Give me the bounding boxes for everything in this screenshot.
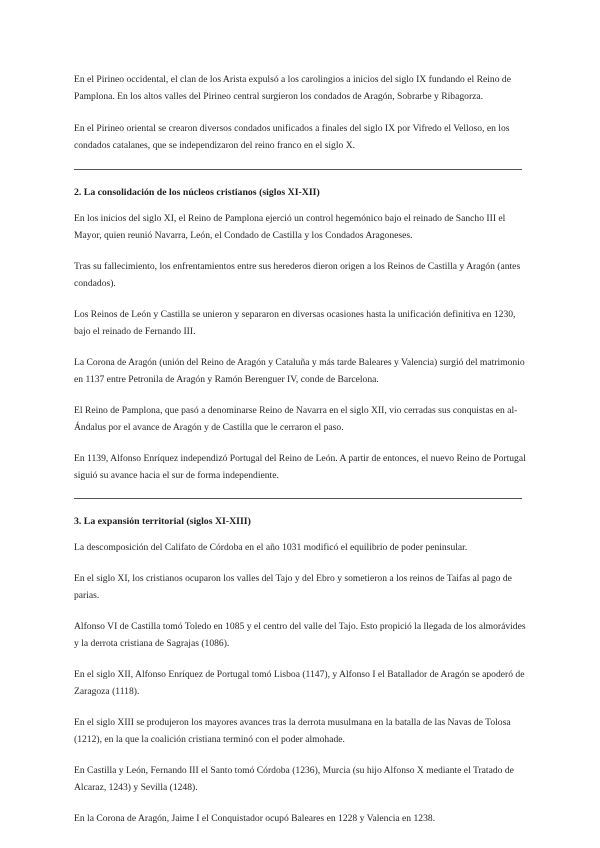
body-paragraph: Tras su fallecimiento, los enfrentamientos entre sus herederos dieron origen a los Reinos de Castilla y Aragón (antes condados).	[74, 261, 521, 289]
body-paragraph: En la Corona de Aragón, Jaime I el Conquistador ocupó Baleares en 1228 y Valencia en 1238.	[74, 813, 436, 824]
section-expansion	[74, 513, 530, 827]
section-heading: 3. La expansión territorial (siglos XI-XIII)	[74, 516, 251, 527]
body-paragraph: En el siglo XIII se produjeron los mayores avances tras la derrota musulmana en la batalla de las Navas de Tolosa (1212), en la que la coalición cristiana terminó con el poder almohade.	[74, 717, 511, 745]
body-paragraph: En el siglo XI, los cristianos ocuparon los valles del Tajo y del Ebro y sometieron a los reinos de Taifas al pago de parias.	[74, 573, 512, 601]
section-divider	[74, 169, 522, 170]
body-paragraph: Alfonso VI de Castilla tomó Toledo en 1085 y el centro del valle del Tajo. Esto propició la llegada de los almorávides y la derrota cristiana de Sagrajas (1086).	[74, 621, 526, 649]
body-paragraph: El Reino de Pamplona, que pasó a denominarse Reino de Navarra en el siglo XII, vio cerradas sus conquistas en al-Ándalus por el avance de Aragón y de Castilla que le cerraron el paso.	[74, 405, 518, 433]
body-paragraph: La Corona de Aragón (unión del Reino de Aragón y Cataluña y más tarde Baleares y Valencia) surgió del matrimonio en 1137 entre Petronila de Aragón y Ramón Berenguer IV, conde de Barcelona.	[74, 357, 525, 385]
body-paragraph: En 1139, Alfonso Enríquez independizó Portugal del Reino de León. A partir de entonces, el nuevo Reino de Portugal siguió su avance hacia el sur de forma independiente.	[74, 453, 526, 481]
section-divider	[74, 498, 522, 499]
body-paragraph: En el siglo XII, Alfonso Enríquez de Portugal tomó Lisboa (1147), y Alfonso I el Batallador de Aragón se apoderó de Zaragoza (1118).	[74, 669, 525, 697]
intro-paragraph: En el Pirineo occidental, el clan de los Arista expulsó a los carolingios a inicios del siglo IX fundando el Reino de Pamplona. En los altos valles del Pirineo central surgieron los condados de Aragón, Sobrarbe y Ribagorza.	[74, 74, 511, 102]
section-consolidation	[74, 184, 530, 499]
body-paragraph: En los inicios del siglo XI, el Reino de Pamplona ejerció un control hegemónico bajo el reinado de Sancho III el Mayor, quien reunió Navarra, León, el Condado de Castilla y los Condados Aragoneses.	[74, 213, 506, 241]
body-paragraph: Los Reinos de León y Castilla se unieron y separaron en diversas ocasiones hasta la unificación definitiva en 1230, bajo el reinado de Fernando III.	[74, 309, 516, 337]
body-paragraph: En Castilla y León, Fernando III el Santo tomó Córdoba (1236), Murcia (su hijo Alfonso X mediante el Tratado de Alcaraz, 1243) y Sevilla (1248).	[74, 765, 514, 793]
intro-paragraph: En el Pirineo oriental se crearon diversos condados unificados a finales del siglo IX por Vifredo el Velloso, en los condados catalanes, que se independizaron del reino franco en el siglo X.	[74, 123, 510, 151]
section-heading: 2. La consolidación de los núcleos cristianos (siglos XI-XII)	[74, 187, 320, 198]
intro-section	[74, 71, 530, 170]
body-paragraph: La descomposición del Califato de Córdoba en el año 1031 modificó el equilibrio de poder peninsular.	[74, 542, 468, 553]
